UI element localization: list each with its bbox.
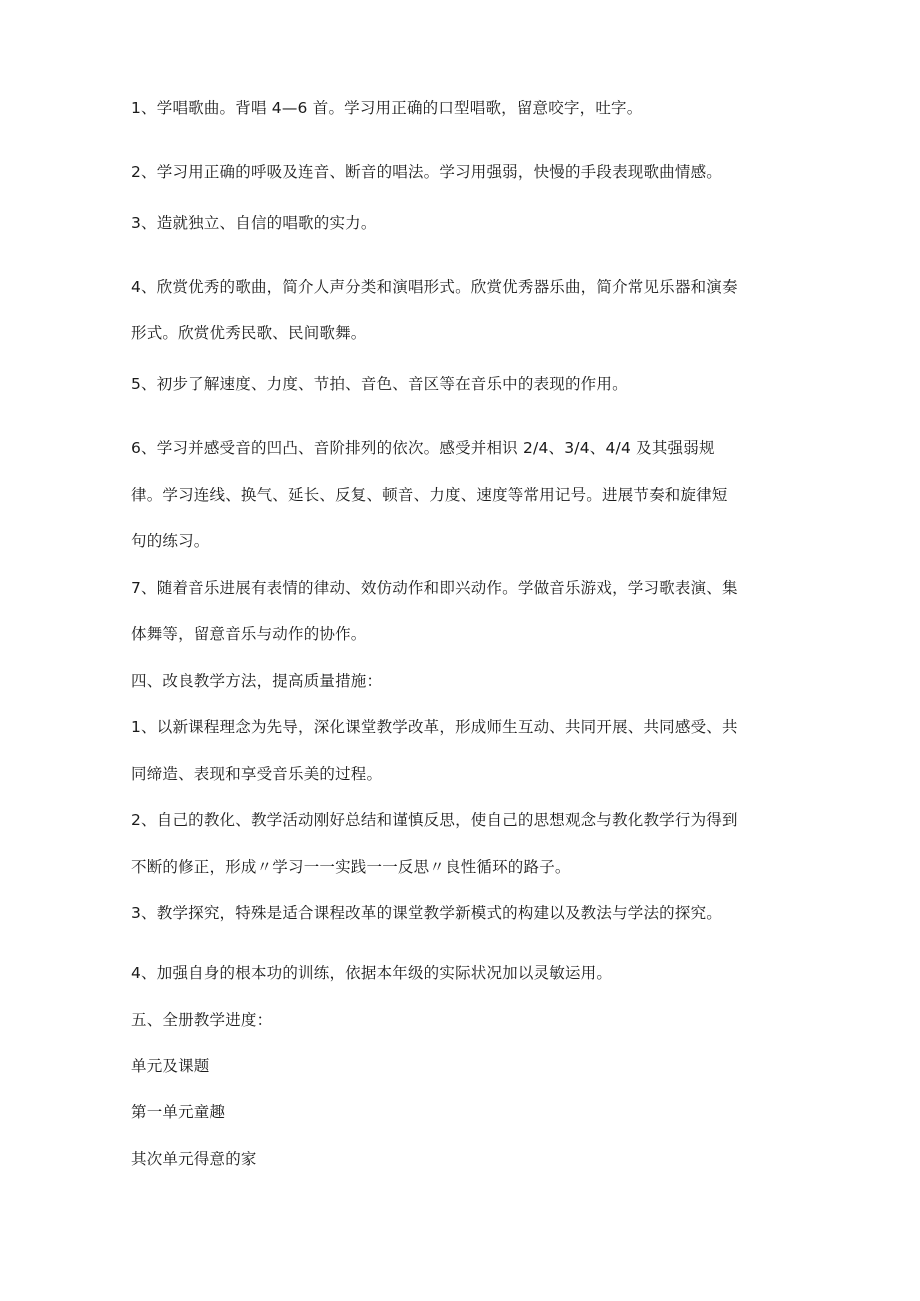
section-heading-schedule: 五、全册教学进度：	[131, 1011, 273, 1029]
paragraph-7-line-2: 体舞等，留意音乐与动作的协作。	[131, 625, 367, 643]
paragraph-2-line-1: 2、学习用正确的呼吸及连音、断音的唱法。学习用强弱，快慢的手段表现歌曲情感。	[131, 163, 722, 181]
paragraph-3-line-1: 3、造就独立、自信的唱歌的实力。	[131, 214, 377, 232]
unit-2-title: 其次单元得意的家	[131, 1150, 257, 1168]
unit-1-title: 第一单元童趣	[131, 1103, 226, 1121]
measure-2-line-2: 不断的修正，形成〃学习一一实践一一反思〃良性循环的路子。	[131, 858, 571, 876]
paragraph-6-line-2: 律。学习连线、换气、延长、反复、顿音、力度、速度等常用记号。进展节奏和旋律短	[131, 486, 728, 504]
measure-4-line-1: 4、加强自身的根本功的训练，依据本年级的实际状况加以灵敏运用。	[131, 964, 613, 982]
paragraph-5-line-1: 5、初步了解速度、力度、节拍、音色、音区等在音乐中的表现的作用。	[131, 375, 628, 393]
paragraph-6-line-3: 句的练习。	[131, 532, 210, 550]
section-heading-methods: 四、改良教学方法，提高质量措施：	[131, 672, 383, 690]
paragraph-4-line-2: 形式。欣赏优秀民歌、民间歌舞。	[131, 324, 367, 342]
paragraph-7-line-1: 7、随着音乐进展有表情的律动、效仿动作和即兴动作。学做音乐游戏，学习歌表演、集	[131, 579, 738, 597]
measure-1-line-1: 1、以新课程理念为先导，深化课堂教学改革，形成师生互动、共同开展、共同感受、共	[131, 718, 738, 736]
measure-2-line-1: 2、自己的教化、教学活动刚好总结和谨慎反思，使自己的思想观念与教化教学行为得到	[131, 811, 738, 829]
unit-list-header: 单元及课题	[131, 1057, 210, 1075]
paragraph-4-line-1: 4、欣赏优秀的歌曲，简介人声分类和演唱形式。欣赏优秀器乐曲，简介常见乐器和演奏	[131, 278, 738, 296]
measure-3-line-1: 3、教学探究，特殊是适合课程改革的课堂教学新模式的构建以及教法与学法的探究。	[131, 904, 722, 922]
paragraph-1-line-1: 1、学唱歌曲。背唱 4—6 首。学习用正确的口型唱歌，留意咬字，吐字。	[131, 99, 643, 117]
measure-1-line-2: 同缔造、表现和享受音乐美的过程。	[131, 765, 383, 783]
paragraph-6-line-1: 6、学习并感受音的凹凸、音阶排列的依次。感受并相识 2/4、3/4、4/4 及其强弱规	[131, 439, 715, 457]
